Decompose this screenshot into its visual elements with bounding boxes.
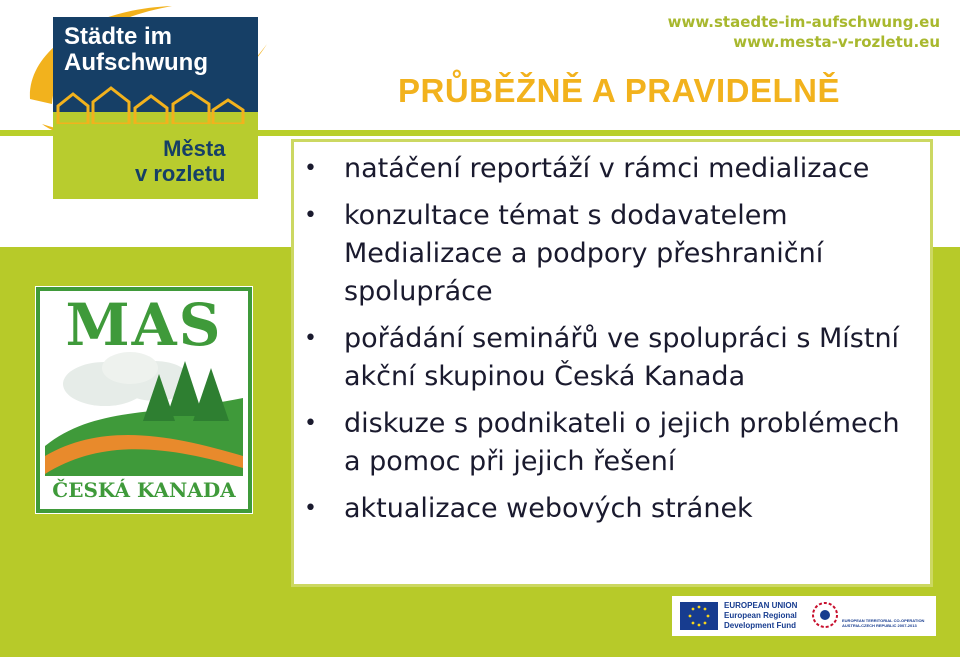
list-item-text: natáčení reportáží v rámci medializace (344, 153, 870, 184)
list-item-text: konzultace témat s dodavatelem Medializace a podpory přeshraniční spolupráce (344, 200, 824, 307)
eu-logos (672, 596, 936, 636)
bullet-icon: • (304, 156, 317, 181)
bullet-icon: • (304, 326, 317, 351)
mas-logo-title: MAS (65, 291, 223, 359)
list-item (300, 150, 920, 188)
cities-logo-line2: Aufschwung (64, 49, 208, 76)
mas-logo (35, 286, 253, 514)
etc-line1: EUROPEAN TERRITORIAL CO-OPERATION (842, 618, 925, 623)
mas-logo-subtitle: ČESKÁ KANADA (52, 478, 236, 502)
slide-title: PRŮBĚŽNĚ A PRAVIDELNĚ (398, 72, 840, 109)
etc-line2: AUSTRIA-CZECH REPUBLIC 2007-2013 (842, 623, 917, 628)
cities-logo (22, 4, 272, 200)
bullet-icon: • (304, 203, 317, 228)
eu-flag-icon (680, 602, 718, 630)
etc-emblem-icon (810, 600, 840, 630)
bullet-list (300, 150, 920, 537)
list-item-text: pořádání seminářů ve spolupráci s Místní akční skupinou Česká Kanada (344, 323, 900, 392)
etc-program-text (842, 618, 932, 628)
url-staedte[interactable]: www.staedte-im-aufschwung.eu (667, 13, 940, 31)
cities-logo-line3: Města (163, 136, 226, 161)
eu-line3: Development Fund (724, 621, 797, 630)
eu-fund-text (724, 601, 797, 631)
cities-logo-line1: Städte im (64, 23, 173, 50)
cities-logo-czech-text (135, 136, 225, 186)
list-item-text: diskuze s podnikateli o jejich problémech a pomoc při jejich řešení (344, 408, 900, 477)
url-mesta[interactable]: www.mesta-v-rozletu.eu (733, 33, 940, 51)
list-item (300, 197, 920, 311)
list-item-text: aktualizace webových stránek (344, 493, 753, 524)
eu-line2: European Regional (724, 611, 797, 620)
list-item (300, 320, 920, 396)
bullet-icon: • (304, 411, 317, 436)
list-item (300, 405, 920, 481)
eu-line1: EUROPEAN UNION (724, 601, 798, 610)
list-item (300, 490, 920, 528)
town-houses-icon (53, 84, 258, 124)
cities-logo-german-text (64, 24, 208, 76)
bullet-icon: • (304, 496, 317, 521)
cities-logo-line4: v rozletu (135, 161, 226, 186)
header-urls (668, 12, 940, 52)
eu-stars-icon (680, 602, 718, 630)
